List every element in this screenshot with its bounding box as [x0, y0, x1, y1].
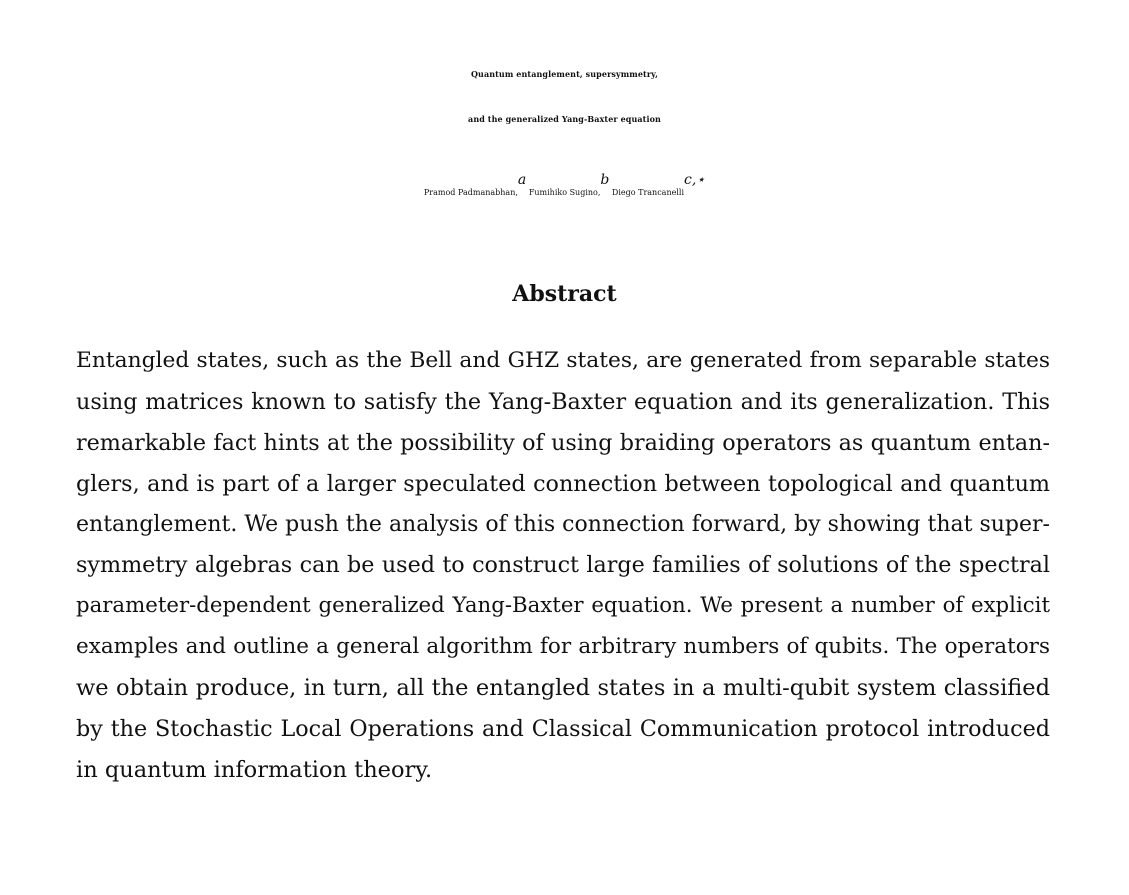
- abstract-line: Entangled states, such as the Bell and GHZ states, are generated from separable states: [76, 348, 1050, 373]
- author-affiliation-mark: c,⋆: [684, 172, 706, 188]
- title-line-2: and the generalized Yang-Baxter equation: [468, 114, 661, 124]
- author-sugino: [528, 172, 610, 197]
- abstract-body: [76, 341, 1050, 791]
- title-line-1: Quantum entanglement, supersymmetry,: [470, 69, 659, 79]
- author-name: Pramod Padmanabhan,: [423, 188, 518, 197]
- author-trancanelli: [611, 172, 706, 197]
- abstract-line: by the Stochastic Local Operations and Classical Communication protocol introduced: [76, 716, 1050, 743]
- abstract-line: we obtain produce, in turn, all the entangled states in a multi-qubit system classified: [76, 675, 1050, 702]
- abstract-line: parameter-dependent generalized Yang-Baxter equation. We present a number of explicit: [76, 593, 1050, 619]
- author-affiliation-mark: b: [600, 172, 610, 188]
- abstract-line: entanglement. We push the analysis of this connection forward, by showing that super-: [76, 511, 1050, 537]
- author-name: Fumihiko Sugino,: [528, 188, 601, 197]
- author-name: Diego Trancanelli: [611, 188, 685, 197]
- abstract-heading: Abstract: [512, 281, 617, 307]
- abstract-line: glers, and is part of a larger speculated connection between topological and quantum: [76, 470, 1050, 497]
- abstract-line: symmetry algebras can be used to construct large families of solutions of the spectral: [76, 552, 1050, 579]
- paper-title: [0, 52, 1129, 142]
- author-affiliation-mark: a: [517, 172, 527, 188]
- author-padmanabhan: [423, 172, 527, 197]
- abstract-line: using matrices known to satisfy the Yang-Baxter equation and its generalization. This: [76, 388, 1050, 415]
- abstract-line: in quantum information theory.: [76, 756, 433, 783]
- author-list: [0, 172, 1129, 210]
- abstract-line: remarkable fact hints at the possibility of using braiding operators as quantum entan-: [76, 429, 1050, 456]
- abstract-line: examples and outline a general algorithm for arbitrary numbers of qubits. The operators: [76, 634, 1050, 660]
